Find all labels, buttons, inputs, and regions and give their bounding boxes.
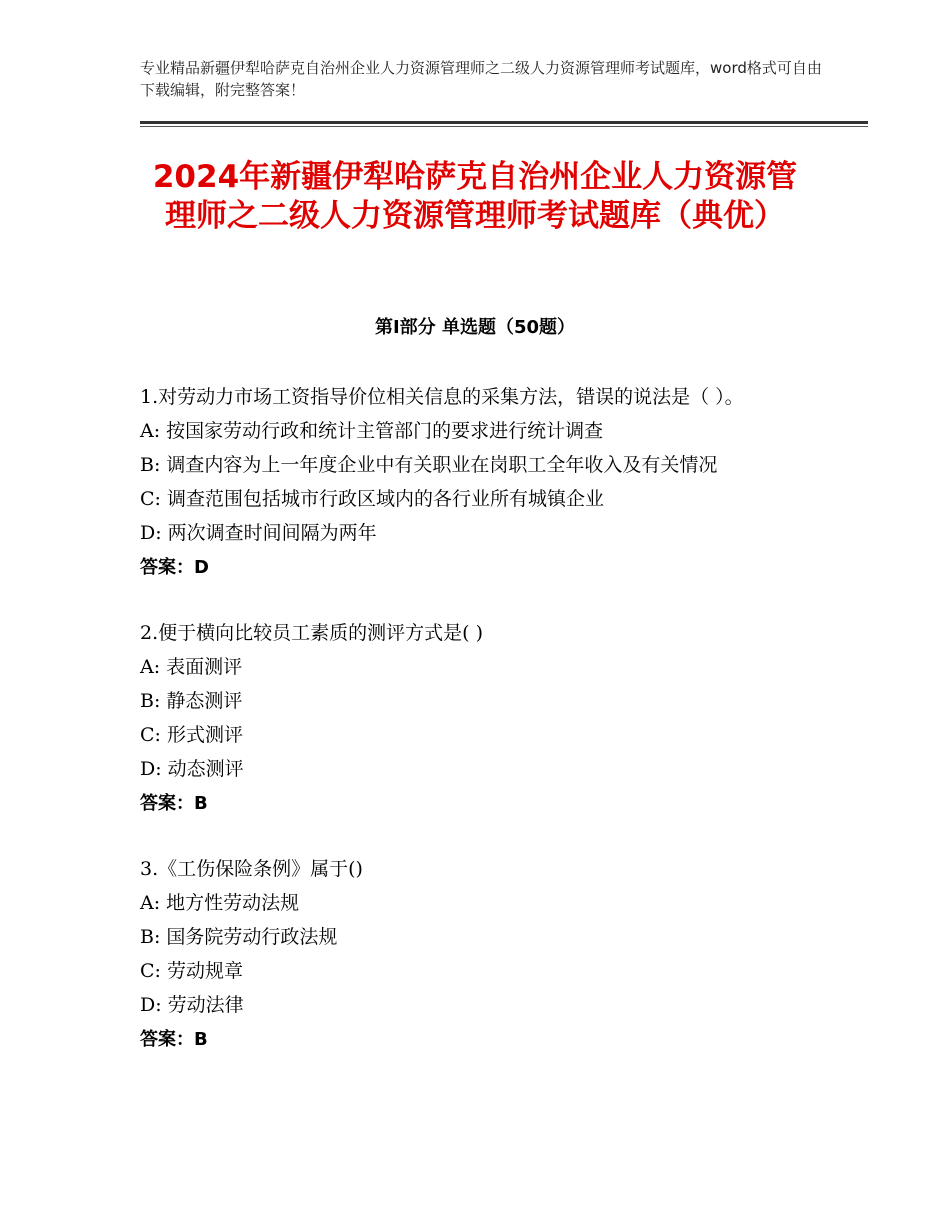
option-a: A: 表面测评 [140, 656, 243, 678]
answer: 答案：D [140, 557, 209, 578]
option-c: C: 调查范围包括城市行政区域内的各行业所有城镇企业 [140, 488, 604, 510]
option-b: B: 静态测评 [140, 690, 243, 712]
question-1 [140, 380, 830, 586]
option-d: D: 动态测评 [140, 758, 244, 780]
option-a: A: 按国家劳动行政和统计主管部门的要求进行统计调查 [140, 420, 604, 442]
option-c: C: 劳动规章 [140, 960, 243, 982]
question-stem: 2.便于横向比较员工素质的测评方式是( ) [140, 622, 483, 644]
question-list [140, 380, 830, 1088]
question-3 [140, 852, 830, 1058]
option-b: B: 调查内容为上一年度企业中有关职业在岗职工全年收入及有关情况 [140, 454, 718, 476]
option-c: C: 形式测评 [140, 724, 243, 746]
question-stem: 1.对劳动力市场工资指导价位相关信息的采集方法，错误的说法是（ ）。 [140, 386, 744, 408]
header-rule-thick [140, 121, 868, 124]
section-title: 第Ⅰ部分 单选题（50题） [374, 317, 575, 338]
option-d: D: 劳动法律 [140, 994, 244, 1016]
answer: 答案：B [140, 793, 208, 814]
question-stem: 3.《工伤保险条例》属于() [140, 858, 363, 880]
question-2 [140, 616, 830, 822]
answer: 答案：B [140, 1029, 208, 1050]
option-d: D: 两次调查时间间隔为两年 [140, 522, 377, 544]
document-title: 2024年新疆伊犁哈萨克自治州企业人力资源管理师之二级人力资源管理师考试题库（典优） [152, 159, 798, 234]
header-note: 专业精品新疆伊犁哈萨克自治州企业人力资源管理师之二级人力资源管理师考试题库，word格式可自由下载编辑，附完整答案！ [140, 59, 822, 99]
option-a: A: 地方性劳动法规 [140, 892, 300, 914]
header-rule-thin [140, 126, 868, 127]
option-b: B: 国务院劳动行政法规 [140, 926, 338, 948]
